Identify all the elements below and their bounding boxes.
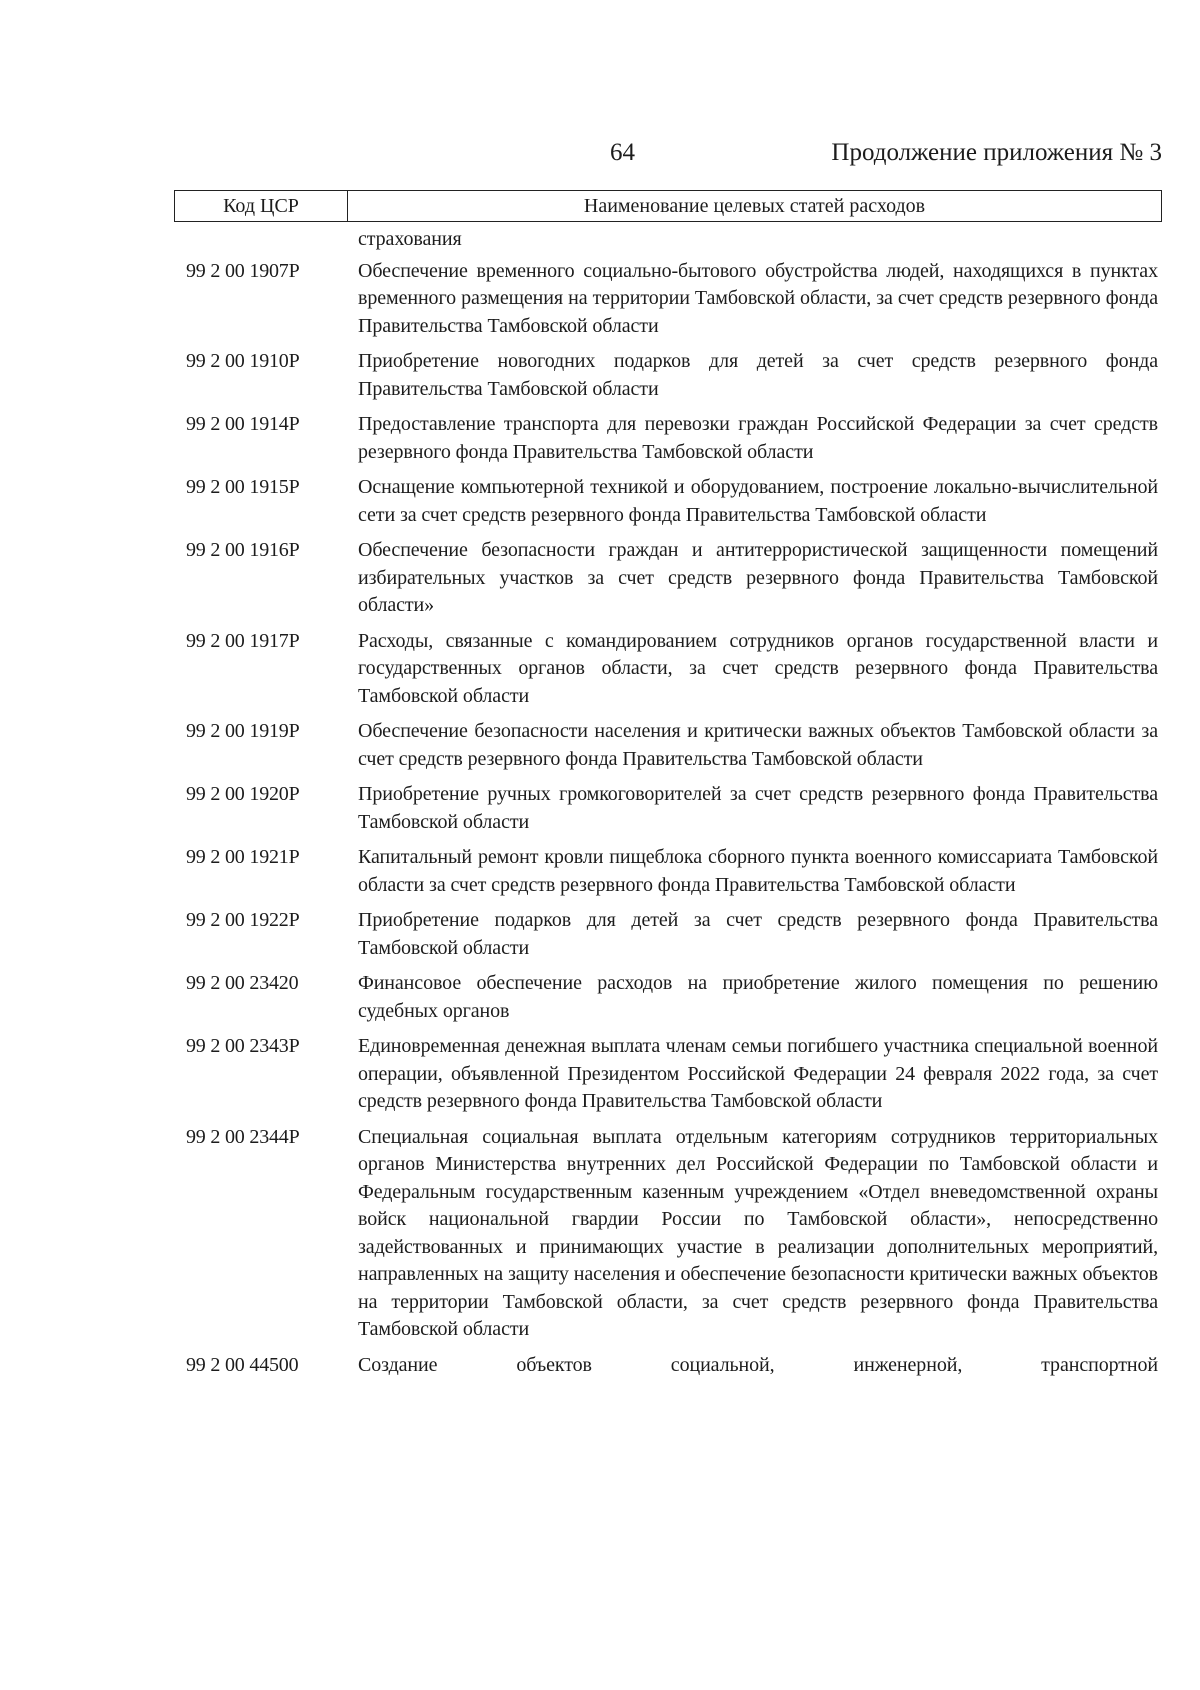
table-row (186, 844, 1158, 899)
table-row (186, 348, 1158, 403)
row-code: 99 2 00 1907Р (186, 259, 300, 282)
table-row (186, 781, 1158, 836)
row-name: Приобретение ручных громкоговорителей за счет средств резервного фонда Правительства Тамбовской области (358, 783, 1158, 833)
row-code: 99 2 00 1922Р (186, 909, 300, 931)
table-row-continued (186, 226, 1158, 254)
table-row (186, 411, 1158, 466)
row-name: Расходы, связанные с командированием сотрудников органов государственной власти и государственных органов области, за счет средств резервного фонда Правительства Тамбовской области (358, 629, 1158, 707)
row-name: Приобретение новогодних подарков для детей за счет средств резервного фонда Правительства Тамбовской области (358, 350, 1158, 400)
row-code: 99 2 00 23420 (186, 972, 299, 994)
table-row (186, 537, 1158, 620)
table-body (186, 226, 1158, 1387)
row-code: 99 2 00 44500 (186, 1353, 299, 1376)
table-row (186, 628, 1158, 711)
continued-text: страхования (358, 228, 462, 250)
row-code: 99 2 00 1919Р (186, 720, 300, 742)
row-code: 99 2 00 1915Р (186, 476, 300, 498)
table-header (174, 190, 1162, 222)
row-name: Специальная социальная выплата отдельным категориям сотрудников территориальных органов Министерства внутренних дел Российской Федерации по Тамбовской области и Федеральным государственным казенным учреждением «Отдел вневедомственной охраны войск национальной гвардии России по Тамбовской области», непосредственно задействованных и принимающих участие в реализации дополнительных мероприятий, направленных на защиту населения и обеспечение безопасности критически важных объектов на территории Тамбовской области, за счет средств резервного фонда Правительства Тамбовской области (358, 1125, 1158, 1340)
appendix-continuation-title: Продолжение приложения № 3 (831, 139, 1162, 166)
table-row (186, 1033, 1158, 1116)
table-row (186, 1124, 1158, 1344)
row-name: Капитальный ремонт кровли пищеблока сборного пункта военного комиссариата Тамбовской области за счет средств резервного фонда Правительства Тамбовской области (358, 846, 1158, 896)
row-code: 99 2 00 1910Р (186, 350, 300, 372)
row-code: 99 2 00 2344Р (186, 1125, 300, 1148)
table-row (186, 718, 1158, 773)
table-row (186, 258, 1158, 341)
row-name: Обеспечение безопасности граждан и антитеррористической защищенности помещений избирательных участков за счет средств резервного фонда Правительства Тамбовской области» (358, 539, 1158, 616)
table-row (186, 474, 1158, 529)
row-name: Оснащение компьютерной техникой и оборудованием, построение локально-вычислительной сети за счет средств резервного фонда Правительства Тамбовской области (358, 476, 1158, 526)
row-name: Создание объектов социальной, инженерной, транспортной (358, 1353, 1158, 1376)
table-row (186, 1352, 1158, 1380)
row-name: Единовременная денежная выплата членам семьи погибшего участника специальной военной операции, объявленной Президентом Российской Федерации 24 февраля 2022 года, за счет средств резервного фонда Правительства Тамбовской области (358, 1035, 1158, 1112)
table-row (186, 970, 1158, 1025)
row-name: Предоставление транспорта для перевозки граждан Российской Федерации за счет средств резервного фонда Правительства Тамбовской области (358, 413, 1158, 463)
table-row (186, 907, 1158, 962)
row-code: 99 2 00 1916Р (186, 539, 300, 561)
row-name: Финансовое обеспечение расходов на приобретение жилого помещения по решению судебных органов (358, 972, 1158, 1022)
row-name: Приобретение подарков для детей за счет средств резервного фонда Правительства Тамбовской области (358, 909, 1158, 959)
row-code: 99 2 00 1914Р (186, 413, 300, 435)
page-number: 64 (610, 139, 635, 166)
column-header-name: Наименование целевых статей расходов (583, 195, 926, 217)
row-name: Обеспечение безопасности населения и критически важных объектов Тамбовской области за счет средств резервного фонда Правительства Тамбовской области (358, 720, 1158, 770)
row-name: Обеспечение временного социально-бытового обустройства людей, находящихся в пунктах временного размещения на территории Тамбовской области, за счет средств резервного фонда Правительства Тамбовской области (358, 259, 1158, 337)
row-code: 99 2 00 1920Р (186, 783, 300, 805)
column-header-code: Код ЦСР (175, 191, 348, 221)
row-code: 99 2 00 1917Р (186, 629, 300, 652)
row-code: 99 2 00 2343Р (186, 1035, 300, 1057)
row-code: 99 2 00 1921Р (186, 846, 300, 868)
